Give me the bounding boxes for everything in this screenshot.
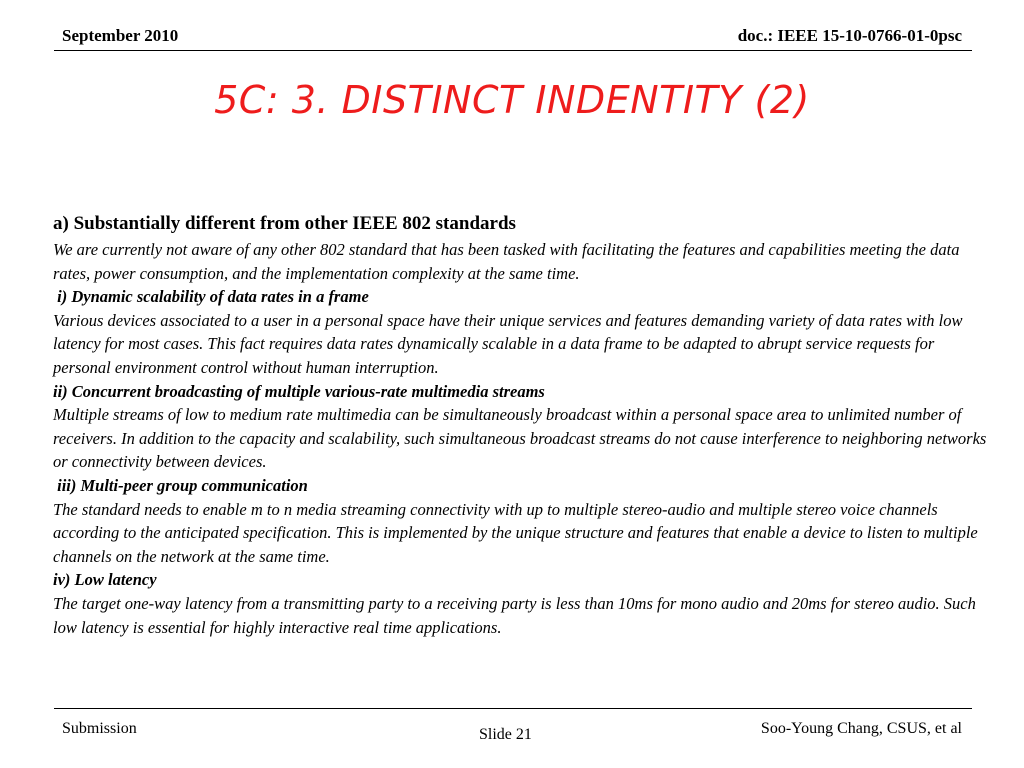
slide-number: Slide 21 (479, 726, 532, 743)
footer-divider (54, 708, 972, 709)
subheading-low-latency: iv) Low latency (53, 570, 157, 590)
footer-submission: Submission (62, 720, 137, 737)
section-heading: a) Substantially different from other IEEE 802 standards (53, 213, 516, 234)
intro-text: We are currently not aware of any other 802 standard that has been tasked with facilitating the features and capabilities meeting the data rates, power consumption, and the implementation complexity at the same time. (53, 240, 960, 283)
header-divider (54, 50, 972, 51)
footer-author: Soo-Young Chang, CSUS, et al (760, 720, 962, 737)
slide-body (53, 210, 993, 639)
text-low-latency: The target one-way latency from a transmitting party to a receiving party is less than 10ms for mono audio and 20ms for stereo audio. Such low latency is essential for highly interactive real time applications. (53, 593, 976, 637)
header-date: September 2010 (62, 26, 179, 45)
subheading-concurrent-broadcasting: ii) Concurrent broadcasting of multiple various-rate multimedia streams (53, 381, 545, 401)
subheading-multi-peer: iii) Multi-peer group communication (53, 475, 308, 495)
text-multi-peer: The standard needs to enable m to n media streaming connectivity with up to multiple stereo-audio and multiple stereo voice channels according to the anticipated specification. This is implemented by the unique structure and features that enable a device to listen to multiple channels on the network at the same time. (53, 499, 978, 566)
header-doc-id: doc.: IEEE 15-10-0766-01-0psc (737, 26, 962, 45)
slide-title: 5C: 3. DISTINCT INDENTITY (2) (214, 78, 810, 122)
subheading-dynamic-scalability: i) Dynamic scalability of data rates in a frame (53, 287, 369, 307)
text-dynamic-scalability: Various devices associated to a user in a personal space have their unique services and features demanding variety of data rates with low latency for most cases. This fact requires data rates dynamically scalable in a data frame to be adapted to abrupt service requests for personal environment control without human interruption. (53, 310, 963, 377)
text-concurrent-broadcasting: Multiple streams of low to medium rate multimedia can be simultaneously broadcast within a personal space area to unlimited number of receivers. In addition to the capacity and scalability, such simultaneous broadcast streams do not cause interference to neighboring networks or connectivity between devices. (53, 405, 987, 472)
